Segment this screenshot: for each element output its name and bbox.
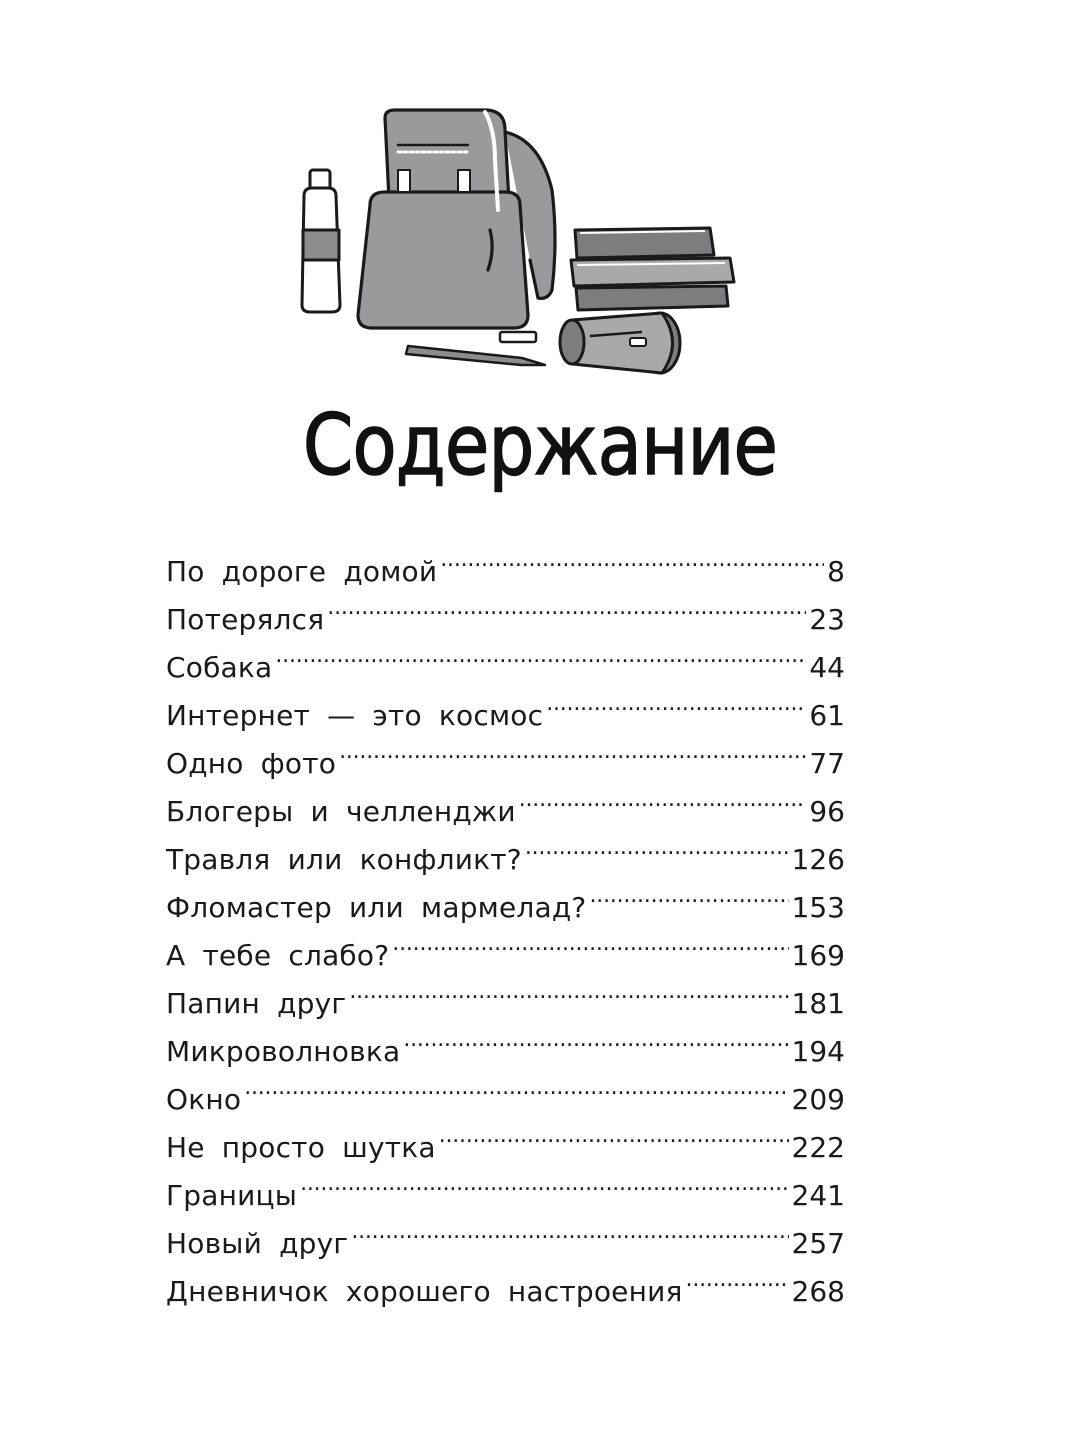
books-stack-icon (571, 228, 734, 310)
dot-leader (339, 725, 806, 773)
toc-entry-page: 169 (791, 939, 845, 972)
toc-entry-page: 194 (791, 1035, 845, 1068)
toc-entry (166, 533, 845, 588)
dot-leader (403, 1013, 788, 1061)
toc-entry-title: Новый друг (166, 1227, 349, 1260)
toc-entry-title: Потерялся (166, 603, 325, 636)
backpack-icon (358, 110, 555, 328)
dot-leader (300, 1157, 788, 1205)
table-of-contents (166, 533, 845, 1308)
water-bottle-icon (302, 170, 340, 312)
toc-entry-page: 96 (809, 795, 845, 828)
toc-entry-page: 61 (809, 699, 845, 732)
dot-leader (590, 869, 789, 917)
toc-entry-page: 181 (791, 987, 845, 1020)
toc-entry-title: Интернет — это космос (166, 699, 544, 732)
toc-entry-title: Не просто шутка (166, 1131, 436, 1164)
toc-entry-page: 23 (809, 603, 845, 636)
toc-entry-page: 222 (791, 1131, 845, 1164)
dot-leader (440, 533, 824, 581)
toc-entry-title: Блогеры и челленджи (166, 795, 516, 828)
dot-leader (349, 965, 788, 1013)
toc-entry-page: 209 (791, 1083, 845, 1116)
toc-entry-title: По дороге домой (166, 555, 438, 588)
toc-entry-page: 8 (827, 555, 845, 588)
toc-entry-title: Фломастер или мармелад? (166, 891, 587, 924)
dot-leader (244, 1061, 788, 1109)
toc-entry-page: 153 (791, 891, 845, 924)
toc-entry-page: 241 (791, 1179, 845, 1212)
toc-entry-page: 126 (791, 843, 845, 876)
dot-leader (439, 1109, 789, 1157)
dot-leader (686, 1253, 789, 1301)
toc-entry (166, 1109, 845, 1164)
school-supplies-illustration (290, 100, 750, 390)
chalk-icon (500, 332, 536, 342)
dot-leader (351, 1205, 788, 1253)
dot-leader (525, 821, 789, 869)
toc-entry-title: Микроволновка (166, 1035, 401, 1068)
toc-entry-title: Папин друг (166, 987, 347, 1020)
toc-entry-title: Границы (166, 1179, 298, 1212)
toc-entry-page: 268 (791, 1275, 845, 1308)
pencil-case-icon (560, 313, 680, 373)
toc-entry (166, 1061, 845, 1116)
dot-leader (327, 581, 806, 629)
toc-entry-title: А тебе слабо? (166, 939, 390, 972)
pencil-icon (406, 346, 545, 365)
page-title: Содержание (302, 396, 778, 494)
toc-entry-title: Одно фото (166, 747, 337, 780)
toc-entry-title: Окно (166, 1083, 242, 1116)
toc-entry-title: Собака (166, 651, 273, 684)
dot-leader (546, 677, 806, 725)
dot-leader (275, 629, 806, 677)
toc-entry-title: Дневничок хорошего настроения (166, 1275, 683, 1308)
toc-entry-page: 77 (809, 747, 845, 780)
dot-leader (392, 917, 788, 965)
dot-leader (519, 773, 807, 821)
toc-entry-page: 44 (809, 651, 845, 684)
toc-entry-title: Травля или конфликт? (166, 843, 522, 876)
toc-entry-page: 257 (791, 1227, 845, 1260)
